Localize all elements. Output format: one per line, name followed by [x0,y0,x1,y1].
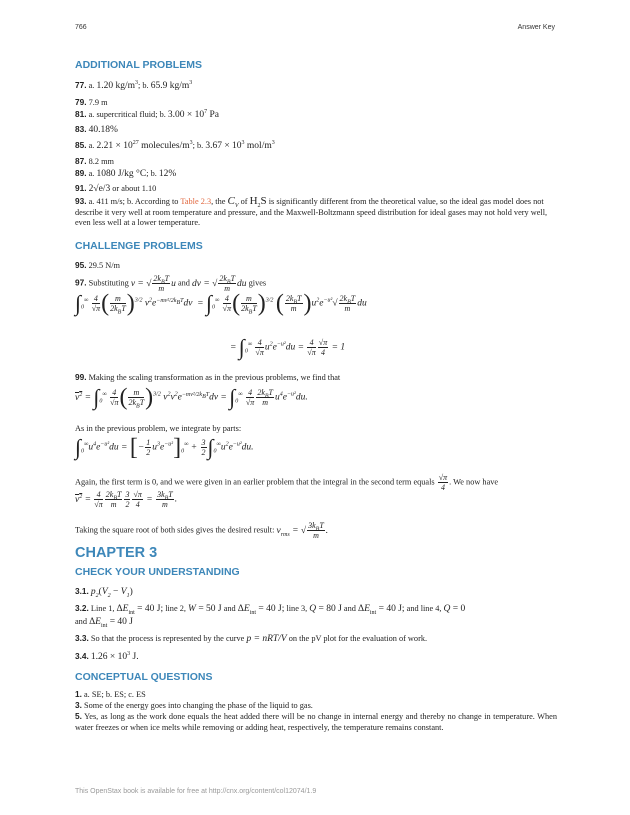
answer-81: 81. a. supercritical fluid; b. $3.00 \times 10^7$ Pa [75,108,219,120]
answer-77: 77. a. 1.20 $kg/m^3$; b. 65.9 $kg/m^3$ [75,79,193,91]
section-title-conceptual: CONCEPTUAL QUESTIONS [75,671,213,683]
footer-note: This OpenStax book is available for free at http://cnx.org/content/col12074/1.9 [75,788,317,795]
answer-99-intro: 99. Making the scaling transformation as in the previous problems, we find that [75,372,341,382]
answer-95: 95. 29.5 N/m [75,260,120,270]
answer-99-parts: As in the previous problem, we integrate by parts: [75,424,242,433]
answer-99-again: Again, the first term is 0, and we were given in an earlier problem that the integral in the second term equals $\frac{√\pi}{4}$ . We now have [75,473,499,492]
section-title-challenge: CHALLENGE PROBLEMS [75,240,203,252]
answer-3-3: 3.3. So that the process is represented by the curve p = nRT/V on the pV plot for the evaluation of work. [75,633,428,644]
table-2-3-link[interactable]: Table 2.3 [180,197,212,206]
equation-97-line1: $\int_0^\infty$ $\frac{4}{√\pi}$ ( $\frac{m}{2k_BT}$ )$^{3/2}$ $v^2e^{-mv^2/2k_BT}dv = \int_0^\infty$ $\frac{4}{√\pi}$ ( $\frac{m}{2k_BT}$ )$^{3/2}$ ( $\frac{2k_BT}{m}$ )$u^2e^{-u^2}√$ $\frac{2k_BT}{m}$ du [75,290,367,317]
answer-c3: 3. Some of the energy goes into changing the phase of the liquid to gas. [75,700,313,710]
section-title-check: CHECK YOUR UNDERSTANDING [75,566,240,578]
answer-97-intro: 97. Substituting v = √ $\frac{2k_BT}{m}$ u and dv = √ $\frac{2k_BT}{m}$ du gives [75,274,267,293]
equation-99-v2: $v^2 = \int_0^\infty$ $\frac{4}{√\pi}$ ( $\frac{m}{2k_BT}$ )$^{3/2}$ $v^2v^2e^{-mv^2/2k_BT}dv = \int_0^\infty$ $\frac{4}{√\pi}$ $\frac{2k_BT}{m}$ $u^4e^{-u^2}du$. [75,384,308,411]
answer-87: 87. 8.2 mm [75,156,114,166]
answer-91: 91. 2√e/3 or about 1.10 [75,183,157,194]
answer-89: 89. a. 1080 J/kg °C; b. 12% [75,168,177,179]
page-number: 766 [75,24,87,31]
answer-c5: 5. Yes, as long as the work done equals the heat added there will be no change in internal energy and thereby no change in temperature. When water freezes or when ice melts while removing or adding heat, respectively, the temperature remains constant. [75,711,557,732]
equation-99-result: $v^2$ = $\frac{4}{√\pi}$ $\frac{2k_BT}{m}$ $\frac{3}{2}$ $\frac{√\pi}{4}$ = $\frac{3k_BT}{m}$ . [75,490,178,509]
answer-3-1: 3.1. $p_2(V_2 - V_1)$ [75,586,133,599]
answer-99-root: Taking the square root of both sides gives the desired result: $v_{rms}$ = √ $\frac{3k_BT}{m}$ . [75,521,329,540]
answer-85: 85. a. $2.21 \times 10^{27}$ molecules/$m^3$; b. $3.67 \times 10^3$ mol/$m^3$ [75,139,275,151]
equation-97-line2: = $\int_0^\infty$ $\frac{4}{√\pi}$ $u^2e^{-u^2}du$ = $\frac{4}{√\pi}$ $\frac{√\pi}{4}$ = 1 [230,334,346,360]
running-header: Answer Key [517,24,555,31]
answer-93: 93. a. 411 m/s; b. According to Table 2.3, the $C_V$ of $H_2S$ is significantly different from the theoretical value, so the ideal gas model does not describe it very well at room temperature and pressure, and the Maxwell-Boltzmann speed distribution for ideal gases may not hold very well, even less well at a lower temperature. [75,195,548,227]
section-title-additional: ADDITIONAL PROBLEMS [75,59,202,71]
answer-3-2-cont: and $\Delta E_{int} = 40$ J [75,617,134,629]
answer-3-4: 3.4. $1.26 \times 10^3$ J. [75,650,139,662]
equation-99-parts: $\int_0^\infty u^4e^{-u^2}du$ = [− $\frac{1}{2}$ $u^3e^{-u^2}]_0^\infty$ + $\frac{3}{2}$ $\int_0^\infty u^2e^{-u^2}du$. [75,434,254,461]
answer-3-2: 3.2. Line 1, $\Delta E_{int} = 40$ J; line 2, W = 50 J and $\Delta E_{int} = 40$ J; line 3, Q = 80 J and $\Delta E_{int} = 40$ J; and line 4, Q = 0 [75,603,466,616]
answer-79: 79. 7.9 m [75,97,108,107]
chapter-title: CHAPTER 3 [75,545,158,561]
answer-c1: 1. a. SE; b. ES; c. ES [75,689,146,699]
answer-83: 83. 40.18% [75,124,118,135]
